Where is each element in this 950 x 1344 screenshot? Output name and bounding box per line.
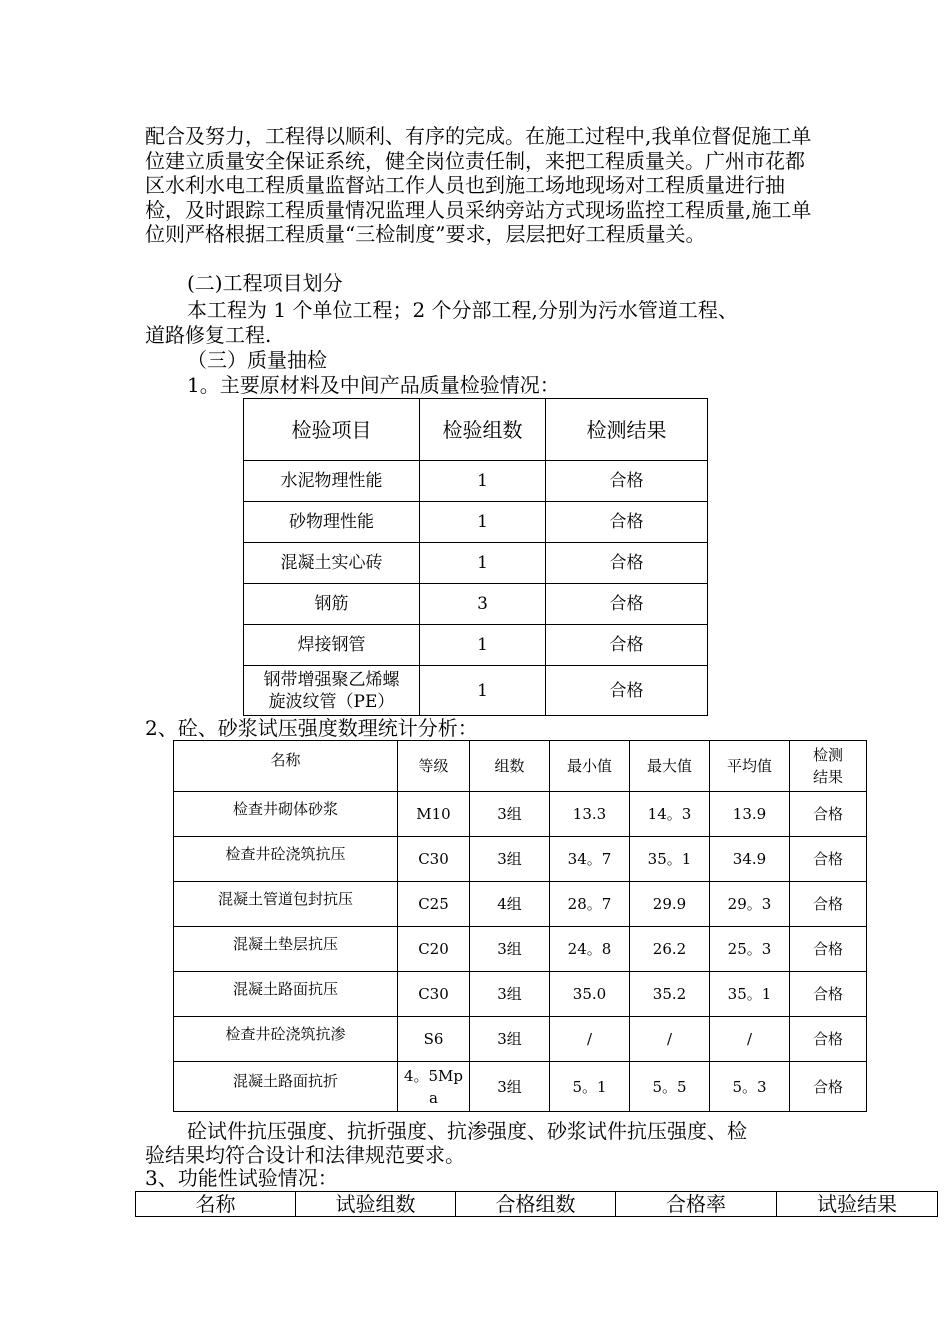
cell-result: 合格 <box>790 927 867 972</box>
cell-item: 钢筋 <box>244 584 420 625</box>
table-header-row <box>136 1192 938 1217</box>
cell-name: 检查井砼浇筑抗渗 <box>174 1017 398 1062</box>
cell-item: 混凝土实心砖 <box>244 543 420 584</box>
cell-item: 砂物理性能 <box>244 502 420 543</box>
cell-groups: 3组 <box>470 1017 550 1062</box>
subheading-strength-statistics: 2、砼、砂浆试压强度数理统计分析： <box>145 716 478 740</box>
column-header: 试验结果 <box>777 1192 938 1217</box>
cell-name: 混凝土路面抗折 <box>174 1062 398 1112</box>
table-row <box>244 584 708 625</box>
cell-avg: 13.9 <box>710 792 790 837</box>
column-header: 检测结果 <box>546 399 708 461</box>
subheading-materials-inspection: 1。主要原材料及中间产品质量检验情况： <box>187 373 560 397</box>
project-division-text-line1: 本工程为 1 个单位工程；2 个分部工程,分别为污水管道工程、 <box>187 298 738 322</box>
table-row <box>174 972 867 1017</box>
cell-groups: 3组 <box>470 972 550 1017</box>
cell-grade-line: 4。5Mp <box>403 1066 464 1085</box>
cell-max: / <box>630 1017 710 1062</box>
table-row <box>174 882 867 927</box>
table-header-row <box>244 399 708 461</box>
table-row <box>244 666 708 716</box>
cell-avg: / <box>710 1017 790 1062</box>
table-row <box>244 461 708 502</box>
table-row <box>174 927 867 972</box>
cell-result: 合格 <box>546 502 708 543</box>
cell-result: 合格 <box>546 543 708 584</box>
column-header: 检验组数 <box>420 399 546 461</box>
section-heading-project-division: (二)工程项目划分 <box>187 271 343 295</box>
cell-groups: 3组 <box>470 837 550 882</box>
project-division-text-line2: 道路修复工程. <box>145 323 272 347</box>
cell-name: 混凝土垫层抗压 <box>174 927 398 972</box>
cell-item: 水泥物理性能 <box>244 461 420 502</box>
column-header: 名称 <box>174 741 398 792</box>
cell-grade: S6 <box>398 1017 470 1062</box>
column-header: 组数 <box>470 741 550 792</box>
cell-count: 3 <box>420 584 546 625</box>
cell-result: 合格 <box>790 792 867 837</box>
table-row <box>174 837 867 882</box>
cell-name: 检查井砌体砂浆 <box>174 792 398 837</box>
cell-count: 1 <box>420 625 546 666</box>
cell-groups: 3组 <box>470 927 550 972</box>
cell-max: 29.9 <box>630 882 710 927</box>
table-row <box>244 543 708 584</box>
section-heading-quality-sampling: （三）质量抽检 <box>187 348 327 372</box>
column-header: 合格率 <box>616 1192 777 1217</box>
cell-name: 混凝土路面抗压 <box>174 972 398 1017</box>
functional-tests-table <box>135 1191 938 1217</box>
column-header: 最小值 <box>550 741 630 792</box>
cell-result: 合格 <box>546 666 708 716</box>
table-row <box>174 1062 867 1112</box>
intro-paragraph: 配合及努力，工程得以顺利、有序的完成。在施工过程中,我单位督促施工单位建立质量安全保证系统，健全岗位责任制，来把工程质量关。广州市花都区水利水电工程质量监督站工作人员也到施工场地现场对工程质量进行抽检，及时跟踪工程质量情况监理人员采纳旁站方式现场监控工程质量,施工单位则严格根据工程质量“三检制度”要求，层层把好工程质量关。 <box>145 124 812 246</box>
cell-name: 检查井砼浇筑抗压 <box>174 837 398 882</box>
cell-avg: 5。3 <box>710 1062 790 1112</box>
cell-result: 合格 <box>790 1017 867 1062</box>
cell-grade: C25 <box>398 882 470 927</box>
cell-min: 24。8 <box>550 927 630 972</box>
cell-min: / <box>550 1017 630 1062</box>
cell-grade-line: a <box>429 1088 438 1107</box>
table-row <box>174 792 867 837</box>
strength-statistics-table <box>173 740 867 1112</box>
column-header: 检验项目 <box>244 399 420 461</box>
cell-result: 合格 <box>546 461 708 502</box>
cell-count: 1 <box>420 543 546 584</box>
column-header: 合格组数 <box>456 1192 616 1217</box>
cell-max: 35。1 <box>630 837 710 882</box>
table-header-row <box>174 741 867 792</box>
cell-count: 1 <box>420 461 546 502</box>
cell-count: 1 <box>420 502 546 543</box>
cell-avg: 35。1 <box>710 972 790 1017</box>
cell-result: 合格 <box>790 837 867 882</box>
cell-result: 合格 <box>546 584 708 625</box>
column-header <box>790 741 867 792</box>
cell-grade: C20 <box>398 927 470 972</box>
subheading-functional-tests: 3、功能性试验情况： <box>145 1166 338 1190</box>
table-row <box>244 502 708 543</box>
cell-grade: C30 <box>398 837 470 882</box>
cell-avg: 25。3 <box>710 927 790 972</box>
column-header-line: 结果 <box>812 768 843 786</box>
column-header: 名称 <box>136 1192 296 1217</box>
column-header: 平均值 <box>710 741 790 792</box>
cell-groups: 3组 <box>470 792 550 837</box>
column-header: 最大值 <box>630 741 710 792</box>
cell-groups: 3组 <box>470 1062 550 1112</box>
cell-min: 35.0 <box>550 972 630 1017</box>
cell-item-line: 钢带增强聚乙烯螺 <box>263 669 400 690</box>
cell-result: 合格 <box>790 882 867 927</box>
table-row <box>244 625 708 666</box>
materials-inspection-table <box>243 398 708 716</box>
cell-result: 合格 <box>546 625 708 666</box>
cell-groups: 4组 <box>470 882 550 927</box>
cell-count: 1 <box>420 666 546 716</box>
cell-max: 35.2 <box>630 972 710 1017</box>
cell-item-line: 旋波纹管（PE） <box>268 691 395 712</box>
cell-grade: C30 <box>398 972 470 1017</box>
cell-item <box>244 666 420 716</box>
column-header: 试验组数 <box>296 1192 456 1217</box>
cell-name: 混凝土管道包封抗压 <box>174 882 398 927</box>
column-header: 等级 <box>398 741 470 792</box>
strength-conclusion-line2: 验结果均符合设计和法律规范要求。 <box>145 1143 465 1167</box>
column-header-line: 检测 <box>812 746 843 764</box>
cell-max: 14。3 <box>630 792 710 837</box>
cell-item: 焊接钢管 <box>244 625 420 666</box>
cell-grade <box>398 1062 470 1112</box>
cell-avg: 34.9 <box>710 837 790 882</box>
cell-grade: M10 <box>398 792 470 837</box>
cell-avg: 29。3 <box>710 882 790 927</box>
cell-min: 34。7 <box>550 837 630 882</box>
cell-min: 5。1 <box>550 1062 630 1112</box>
cell-min: 28。7 <box>550 882 630 927</box>
table-row <box>174 1017 867 1062</box>
cell-result: 合格 <box>790 972 867 1017</box>
cell-max: 5。5 <box>630 1062 710 1112</box>
cell-result: 合格 <box>790 1062 867 1112</box>
cell-max: 26.2 <box>630 927 710 972</box>
cell-min: 13.3 <box>550 792 630 837</box>
strength-conclusion-line1: 砼试件抗压强度、抗折强度、抗渗强度、砂浆试件抗压强度、检 <box>187 1119 747 1143</box>
